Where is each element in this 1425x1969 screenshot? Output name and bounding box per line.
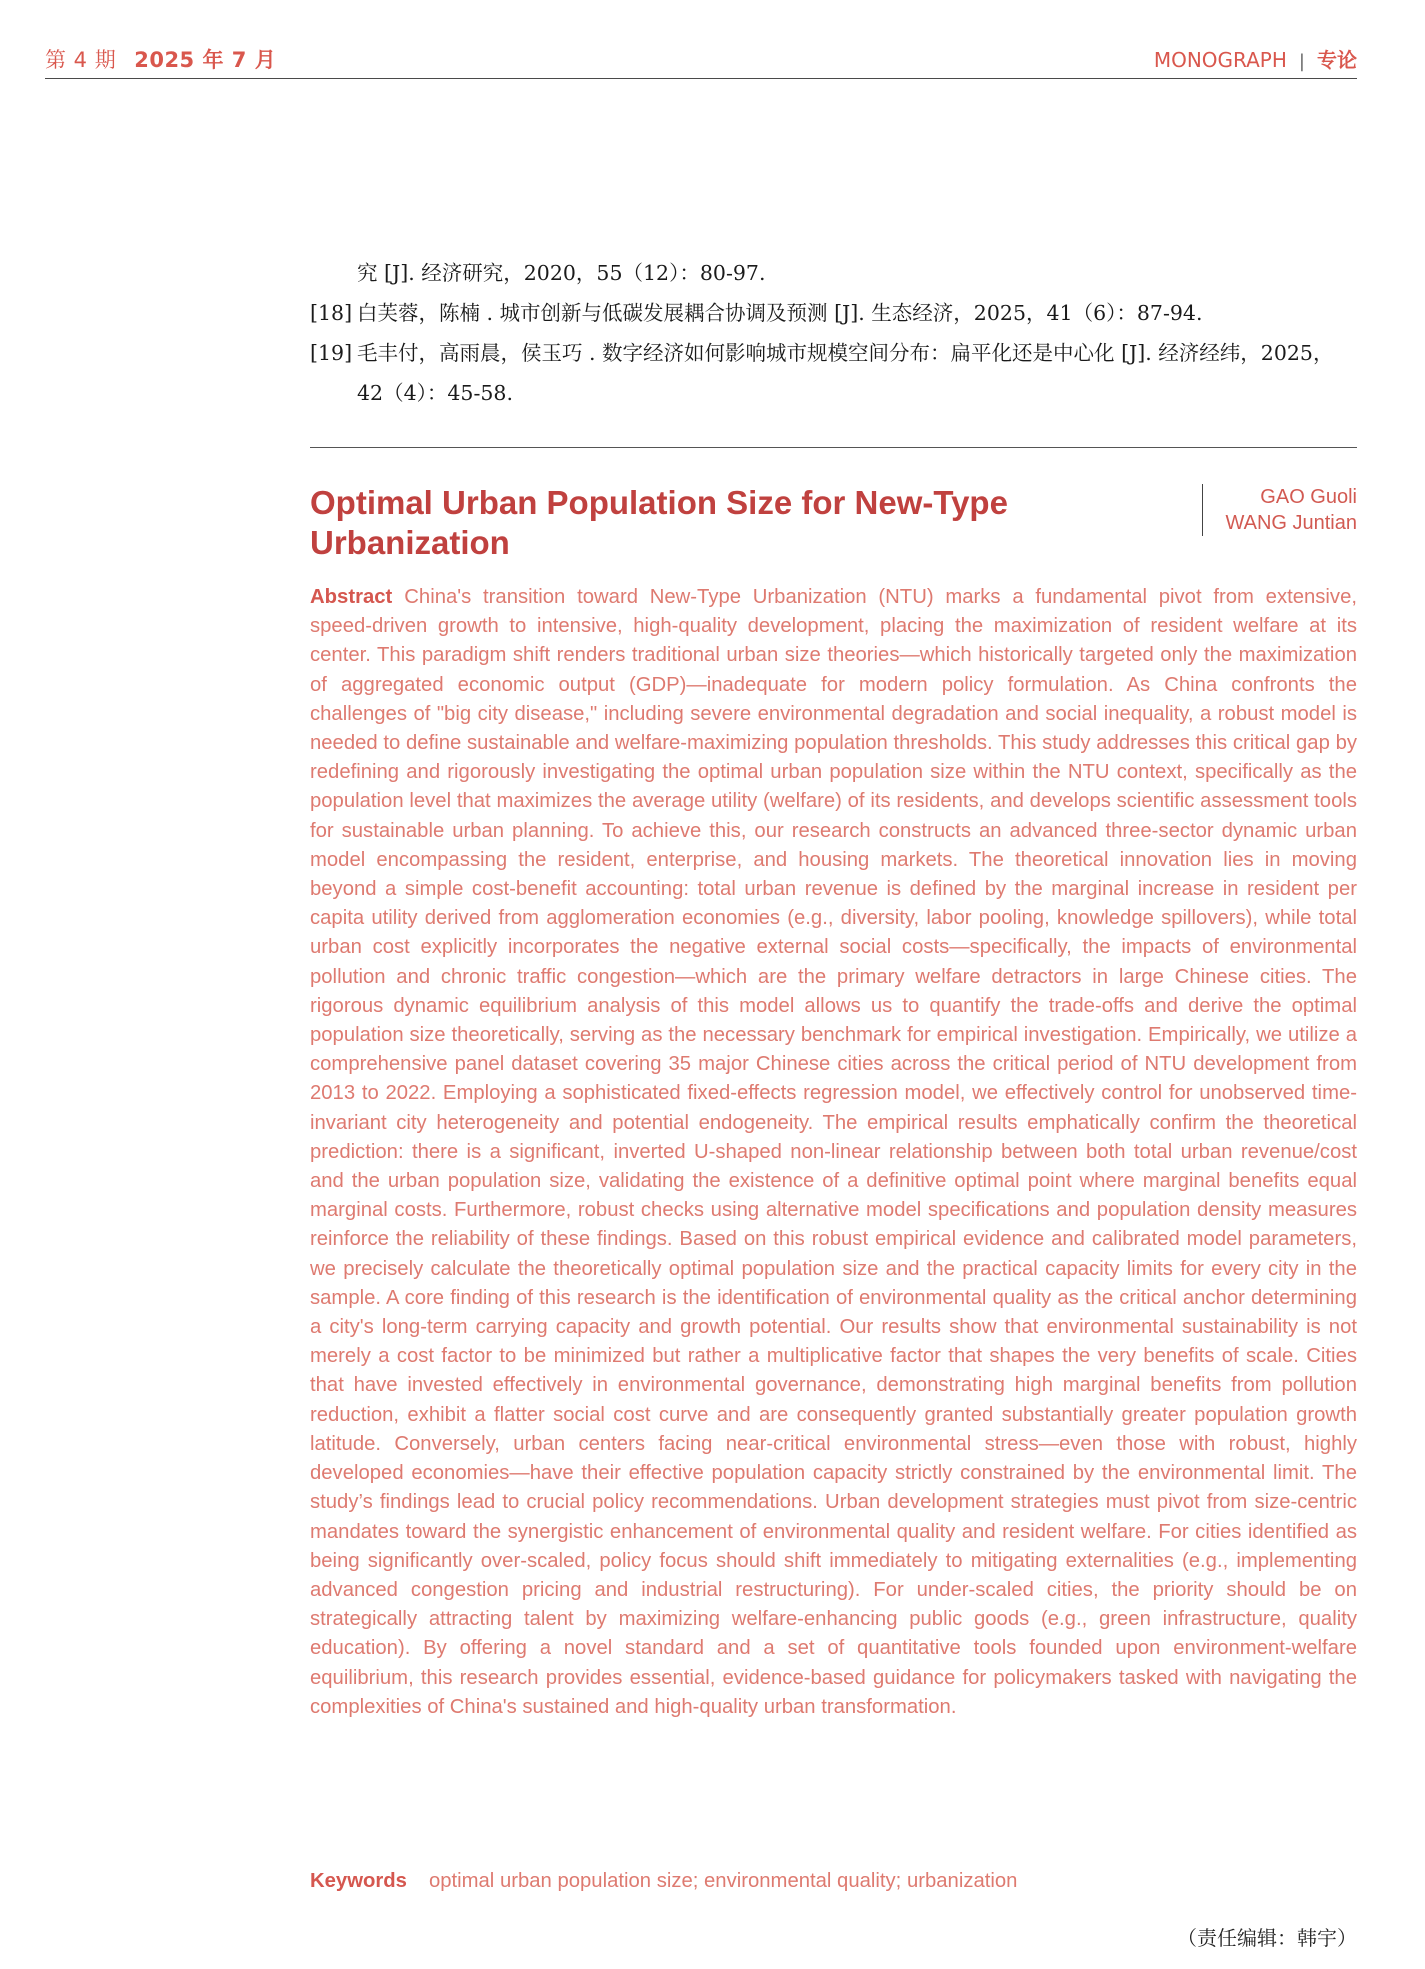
author-name: WANG Juntian [1225, 512, 1357, 534]
keywords-label: Keywords [310, 1870, 407, 1892]
reference-text: 毛丰付，高雨晨，侯玉巧 . 数字经济如何影响城市规模空间分布：扁平化还是中心化 [J]. 经济经纬，2025，42（4）：45-58. [357, 341, 1334, 405]
reference-text: 究 [J]. 经济研究，2020，55（12）：80-97. [357, 261, 766, 285]
reference-list [310, 253, 1357, 413]
reference-item [310, 333, 1357, 413]
section-divider [310, 447, 1357, 448]
reference-number: [19] [310, 341, 353, 365]
reference-text: 白芙蓉，陈楠 . 城市创新与低碳发展耦合协调及预测 [J]. 生态经济，2025，41（6）：87-94. [357, 301, 1203, 325]
section-name-en: MONOGRAPH [1153, 48, 1287, 72]
keywords-text: optimal urban population size; environmental quality; urbanization [428, 1870, 1018, 1892]
reference-item [310, 293, 1357, 333]
reference-item [310, 253, 1357, 293]
author-name: GAO Guoli [1260, 486, 1357, 508]
editor-note: （责任编辑：韩宇） [1177, 1926, 1357, 1950]
article-title: Optimal Urban Population Size for New-Type Urbanization [310, 484, 1008, 561]
abstract [310, 583, 1357, 1722]
page-header [45, 30, 1357, 79]
keywords [310, 1870, 1357, 1893]
reference-number: [18] [310, 301, 353, 325]
issue-info [45, 44, 276, 74]
issue-date: 2025 年 7 月 [134, 48, 277, 72]
section-separator: | [1298, 51, 1305, 72]
section-name-cn: 专论 [1317, 48, 1357, 72]
author-list [1202, 484, 1357, 536]
section-info [1154, 44, 1357, 73]
abstract-text: China's transition toward New-Type Urbanization (NTU) marks a fundamental pivot from extensive, speed-driven growth to intensive, high-quality development, placing the maximization of resident welfare at its center. This paradigm shift renders traditional urban size theories—which historically targeted only the maximization of aggregated economic output (GDP)—inadequate for modern policy formulation. As China confronts the challenges of "big city disease," including severe environmental degradation and social inequality, a robust model is needed to define sustainable and welfare-maximizing population thresholds. This study addresses this critical gap by redefining and rigorously investigating the optimal urban population size within the NTU context, specifically as the population level that maximizes the average utility (welfare) of its residents, and develops scientific assessment tools for sustainable urban planning. To achieve this, our research constructs an advanced three-sector dynamic urban model encompassing the resident, enterprise, and housing markets. The theoretical innovation lies in moving beyond a simple cost-benefit accounting: total urban revenue is defined by the marginal increase in resident per capita utility derived from agglomeration economies (e.g., diversity, labor pooling, knowledge spillovers), while total urban cost explicitly incorporates the negative external social costs—specifically, the impacts of environmental pollution and chronic traffic congestion—which are the primary welfare detractors in large Chinese cities. The rigorous dynamic equilibrium analysis of this model allows us to quantify the trade-offs and derive the optimal population size theoretically, serving as the necessary benchmark for empirical investigation. Empirically, we utilize a comprehensive panel dataset covering 35 major Chinese cities across the critical period of NTU development from 2013 to 2022. Employing a sophisticated fixed-effects regression model, we effectively control for unobserved time-invariant city heterogeneity and potential endogeneity. The empirical results emphatically confirm the theoretical prediction: there is a significant, inverted U-shaped non-linear relationship between both total urban revenue/cost and the urban population size, validating the existence of a definitive optimal point where marginal benefits equal marginal costs. Furthermore, robust checks using alternative model specifications and population density measures reinforce the reliability of these findings. Based on this robust empirical evidence and calibrated model parameters, we precisely calculate the theoretically optimal population size and the practical capacity limits for every city in the sample. A core finding of this research is the identification of environmental quality as the critical anchor determining a city's long-term carrying capacity and growth potential. Our results show that environmental sustainability is not merely a cost factor to be minimized but rather a multiplicative factor that shapes the very benefits of scale. Cities that have invested effectively in environmental governance, demonstrating high marginal benefits from pollution reduction, exhibit a flatter social cost curve and are consequently granted substantially greater population growth latitude. Conversely, urban centers facing near-critical environmental stress—even those with robust, highly developed economies—have their effective population capacity strictly constrained by the environmental limit. The study’s findings lead to crucial policy recommendations. Urban development strategies must pivot from size-centric mandates toward the synergistic enhancement of environmental quality and resident welfare. For cities identified as being significantly over-scaled, policy focus should shift immediately to mitigating externalities (e.g., implementing advanced congestion pricing and industrial restructuring). For under-scaled cities, the priority should be on strategically attracting talent by maximizing welfare-enhancing public goods (e.g., green infrastructure, quality education). By offering a novel standard and a set of quantitative tools founded upon environment-welfare equilibrium, this research provides essential, evidence-based guidance for policymakers tasked with navigating the complexities of China's sustained and high-quality urban transformation. [310, 586, 1357, 1718]
issue-number: 第 4 期 [45, 48, 117, 72]
abstract-label: Abstract [310, 586, 393, 608]
